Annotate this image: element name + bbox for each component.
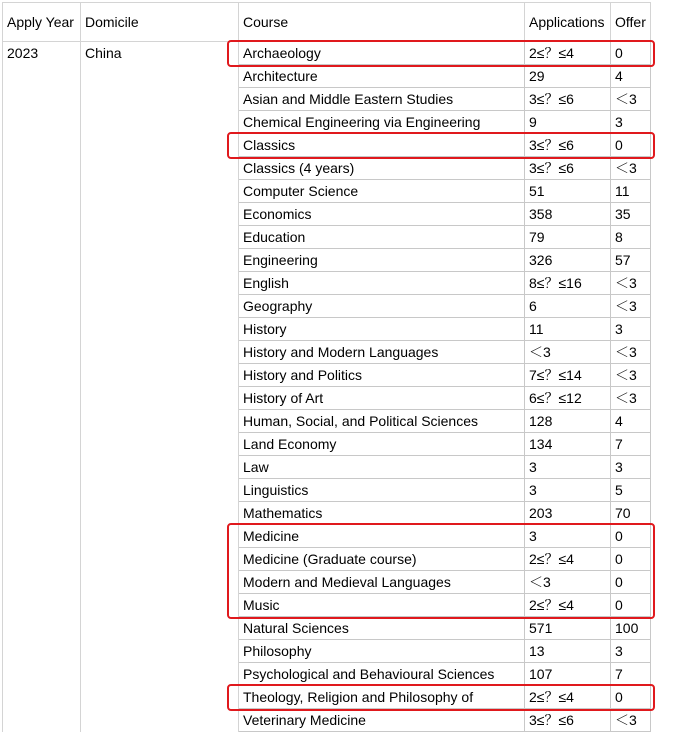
course-cell: Geography (239, 295, 525, 318)
domicile-cell: China (81, 42, 239, 65)
table-row (3, 433, 651, 456)
course-cell: Medicine (239, 525, 525, 548)
apply-year-cell (3, 180, 81, 203)
applications-cell: 2≤？≤4 (525, 686, 611, 709)
apply-year-cell (3, 709, 81, 732)
domicile-cell (81, 341, 239, 364)
course-cell: Engineering (239, 249, 525, 272)
offer-cell: 70 (611, 502, 651, 525)
applications-cell: 79 (525, 226, 611, 249)
course-cell: Chemical Engineering via Engineering (239, 111, 525, 134)
table-row (3, 364, 651, 387)
offer-cell: 0 (611, 134, 651, 157)
table-row (3, 594, 651, 617)
offer-cell: 35 (611, 203, 651, 226)
applications-cell: 6 (525, 295, 611, 318)
domicile-cell (81, 410, 239, 433)
course-cell: Psychological and Behavioural Sciences (239, 663, 525, 686)
apply-year-cell (3, 686, 81, 709)
domicile-cell (81, 548, 239, 571)
table-row (3, 272, 651, 295)
applications-cell: 29 (525, 65, 611, 88)
table-row (3, 318, 651, 341)
domicile-cell (81, 180, 239, 203)
header-course: Course (239, 3, 525, 42)
domicile-cell (81, 571, 239, 594)
offer-cell: 0 (611, 594, 651, 617)
apply-year-cell (3, 456, 81, 479)
applications-cell: 3≤？≤6 (525, 134, 611, 157)
course-cell: Mathematics (239, 502, 525, 525)
table-row (3, 111, 651, 134)
header-applications: Applications (525, 3, 611, 42)
course-cell: Music (239, 594, 525, 617)
domicile-cell (81, 686, 239, 709)
apply-year-cell (3, 203, 81, 226)
apply-year-cell (3, 525, 81, 548)
domicile-cell (81, 709, 239, 732)
apply-year-cell (3, 571, 81, 594)
table-row (3, 709, 651, 732)
apply-year-cell (3, 479, 81, 502)
offer-cell: 3 (611, 640, 651, 663)
applications-cell: 326 (525, 249, 611, 272)
table-row (3, 456, 651, 479)
applications-cell: 2≤？≤4 (525, 594, 611, 617)
table-row (3, 686, 651, 709)
applications-cell: 3 (525, 479, 611, 502)
table-row (3, 525, 651, 548)
apply-year-cell (3, 295, 81, 318)
apply-year-cell (3, 272, 81, 295)
offer-cell: 5 (611, 479, 651, 502)
apply-year-cell (3, 65, 81, 88)
apply-year-cell (3, 594, 81, 617)
course-cell: Philosophy (239, 640, 525, 663)
table-row (3, 479, 651, 502)
offer-cell: ＜3 (611, 709, 651, 732)
applications-cell: 134 (525, 433, 611, 456)
apply-year-cell (3, 663, 81, 686)
domicile-cell (81, 111, 239, 134)
applications-cell: 9 (525, 111, 611, 134)
table-row (3, 226, 651, 249)
apply-year-cell (3, 433, 81, 456)
offer-cell: 4 (611, 65, 651, 88)
offer-cell: ＜3 (611, 272, 651, 295)
course-cell: Veterinary Medicine (239, 709, 525, 732)
offer-cell: 3 (611, 456, 651, 479)
applications-cell: 6≤？≤12 (525, 387, 611, 410)
course-cell: Natural Sciences (239, 617, 525, 640)
table-row (3, 249, 651, 272)
applications-cell: ＜3 (525, 571, 611, 594)
applications-cell: 11 (525, 318, 611, 341)
table-row (3, 410, 651, 433)
table-row (3, 571, 651, 594)
domicile-cell (81, 134, 239, 157)
offer-cell: 100 (611, 617, 651, 640)
domicile-cell (81, 65, 239, 88)
course-cell: Classics (4 years) (239, 157, 525, 180)
domicile-cell (81, 594, 239, 617)
course-cell: Medicine (Graduate course) (239, 548, 525, 571)
applications-cell: 358 (525, 203, 611, 226)
applications-cell: 7≤？≤14 (525, 364, 611, 387)
table-row (3, 502, 651, 525)
offer-cell: 0 (611, 525, 651, 548)
domicile-cell (81, 387, 239, 410)
apply-year-cell (3, 88, 81, 111)
offer-cell: 7 (611, 433, 651, 456)
applications-cell: 3≤？≤6 (525, 157, 611, 180)
course-cell: Law (239, 456, 525, 479)
course-cell: Classics (239, 134, 525, 157)
offer-cell: 0 (611, 548, 651, 571)
offer-cell: ＜3 (611, 88, 651, 111)
domicile-cell (81, 249, 239, 272)
apply-year-cell (3, 387, 81, 410)
applications-cell: 2≤？≤4 (525, 548, 611, 571)
domicile-cell (81, 663, 239, 686)
offer-cell: ＜3 (611, 364, 651, 387)
table-row (3, 88, 651, 111)
applications-cell: 3≤？≤6 (525, 88, 611, 111)
applications-cell: 571 (525, 617, 611, 640)
apply-year-cell (3, 249, 81, 272)
offer-cell: 0 (611, 42, 651, 65)
domicile-cell (81, 203, 239, 226)
header-domicile: Domicile (81, 3, 239, 42)
domicile-cell (81, 226, 239, 249)
applications-cell: 8≤？≤16 (525, 272, 611, 295)
course-cell: Modern and Medieval Languages (239, 571, 525, 594)
applications-cell: 3 (525, 525, 611, 548)
table-row (3, 42, 651, 65)
apply-year-cell (3, 364, 81, 387)
table-row (3, 548, 651, 571)
apply-year-cell (3, 226, 81, 249)
course-cell: Linguistics (239, 479, 525, 502)
domicile-cell (81, 272, 239, 295)
course-cell: Computer Science (239, 180, 525, 203)
course-cell: Asian and Middle Eastern Studies (239, 88, 525, 111)
offer-cell: ＜3 (611, 157, 651, 180)
applications-cell: 107 (525, 663, 611, 686)
course-cell: Human, Social, and Political Sciences (239, 410, 525, 433)
domicile-cell (81, 433, 239, 456)
header-row (3, 3, 651, 42)
domicile-cell (81, 88, 239, 111)
domicile-cell (81, 295, 239, 318)
course-cell: English (239, 272, 525, 295)
applications-cell: 13 (525, 640, 611, 663)
applications-cell: 128 (525, 410, 611, 433)
table-row (3, 203, 651, 226)
apply-year-cell (3, 157, 81, 180)
offer-cell: ＜3 (611, 387, 651, 410)
course-cell: History and Modern Languages (239, 341, 525, 364)
header-apply-year: Apply Year (3, 3, 81, 42)
course-cell: Theology, Religion and Philosophy of (239, 686, 525, 709)
course-cell: History (239, 318, 525, 341)
course-cell: History of Art (239, 387, 525, 410)
domicile-cell (81, 364, 239, 387)
apply-year-cell (3, 341, 81, 364)
offer-cell: ＜3 (611, 295, 651, 318)
header-offer: Offer (611, 3, 651, 42)
course-cell: Architecture (239, 65, 525, 88)
course-cell: Land Economy (239, 433, 525, 456)
offer-cell: 3 (611, 318, 651, 341)
course-cell: Archaeology (239, 42, 525, 65)
domicile-cell (81, 640, 239, 663)
offer-cell: 8 (611, 226, 651, 249)
applications-cell: 3 (525, 456, 611, 479)
apply-year-cell: 2023 (3, 42, 81, 65)
table-row (3, 65, 651, 88)
offer-cell: ＜3 (611, 341, 651, 364)
offer-cell: 11 (611, 180, 651, 203)
applications-cell: ＜3 (525, 341, 611, 364)
admissions-table (2, 2, 651, 732)
course-cell: History and Politics (239, 364, 525, 387)
domicile-cell (81, 157, 239, 180)
apply-year-cell (3, 111, 81, 134)
table-row (3, 295, 651, 318)
apply-year-cell (3, 640, 81, 663)
table-row (3, 640, 651, 663)
offer-cell: 4 (611, 410, 651, 433)
offer-cell: 3 (611, 111, 651, 134)
table-row (3, 341, 651, 364)
table-row (3, 663, 651, 686)
table-row (3, 387, 651, 410)
table-row (3, 617, 651, 640)
applications-cell: 2≤？≤4 (525, 42, 611, 65)
domicile-cell (81, 456, 239, 479)
course-cell: Education (239, 226, 525, 249)
offer-cell: 7 (611, 663, 651, 686)
applications-cell: 3≤？≤6 (525, 709, 611, 732)
apply-year-cell (3, 548, 81, 571)
course-cell: Economics (239, 203, 525, 226)
domicile-cell (81, 479, 239, 502)
apply-year-cell (3, 410, 81, 433)
apply-year-cell (3, 617, 81, 640)
domicile-cell (81, 525, 239, 548)
apply-year-cell (3, 502, 81, 525)
domicile-cell (81, 502, 239, 525)
applications-cell: 203 (525, 502, 611, 525)
table-row (3, 134, 651, 157)
offer-cell: 57 (611, 249, 651, 272)
offer-cell: 0 (611, 571, 651, 594)
offer-cell: 0 (611, 686, 651, 709)
table-row (3, 157, 651, 180)
domicile-cell (81, 318, 239, 341)
applications-cell: 51 (525, 180, 611, 203)
apply-year-cell (3, 318, 81, 341)
table-row (3, 180, 651, 203)
domicile-cell (81, 617, 239, 640)
apply-year-cell (3, 134, 81, 157)
